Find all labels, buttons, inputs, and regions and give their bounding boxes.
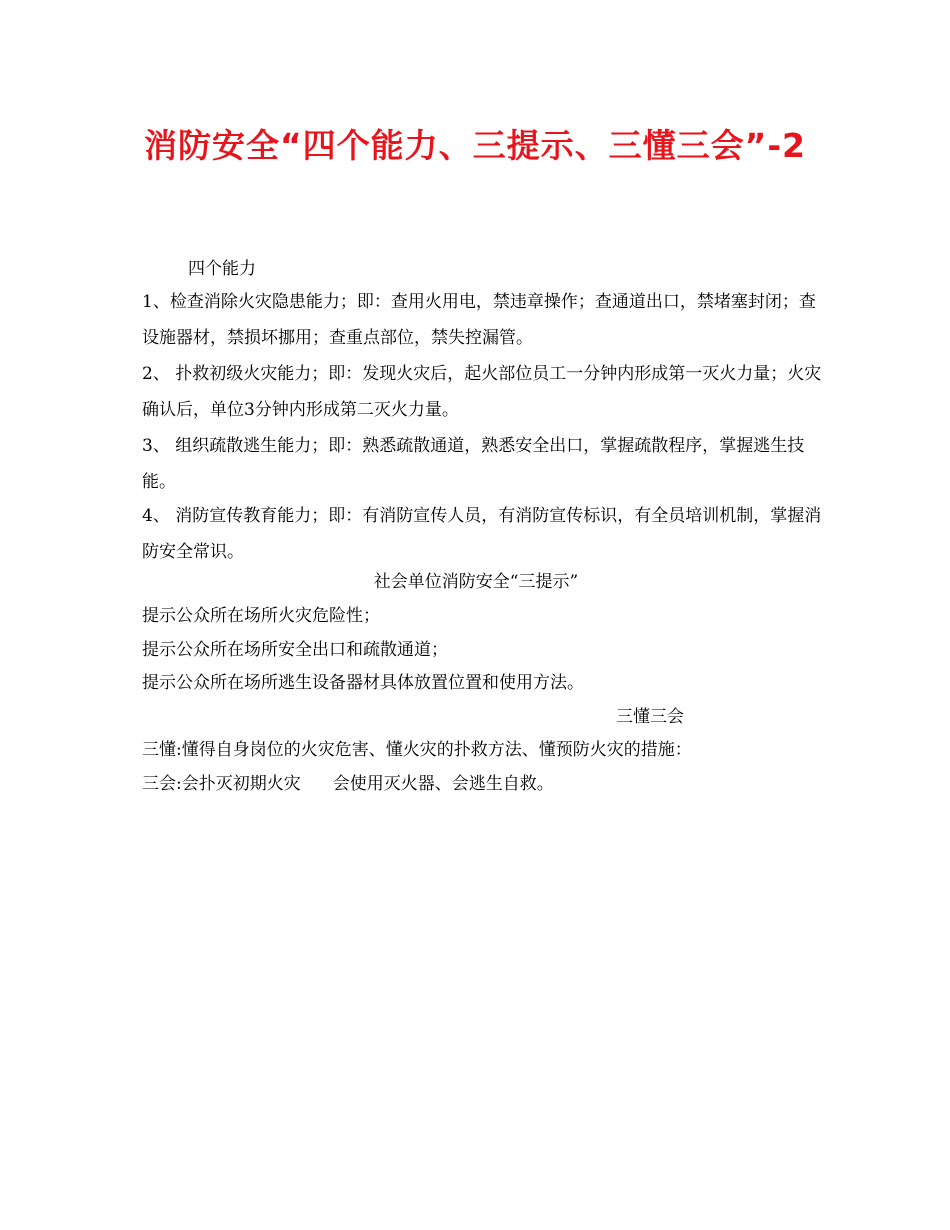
ability-item-2: 2、 扑救初级火灾能力；即：发现火灾后，起火部位员工一分钟内形成第一灭火力量；火灾确认后，单位3分钟内形成第二灭火力量。 bbox=[142, 364, 822, 420]
section-heading-four-abilities: 四个能力 bbox=[188, 259, 256, 279]
section-heading-three-reminders: 社会单位消防安全“三提示” bbox=[373, 572, 579, 592]
reminder-item-2: 提示公众所在场所安全出口和疏散通道； bbox=[142, 640, 448, 660]
ability-item-3: 3、 组织疏散逃生能力；即：熟悉疏散通道，熟悉安全出口，掌握疏散程序，掌握逃生技能。 bbox=[142, 436, 805, 492]
three-cans-line bbox=[142, 772, 554, 796]
reminder-item-1: 提示公众所在场所火灾危险性； bbox=[142, 606, 380, 626]
three-cans-prefix: 三会:会扑灭初期火灾 bbox=[142, 774, 301, 794]
section-heading-three-knows: 三懂三会 bbox=[616, 707, 684, 727]
three-cans-rest: 会使用灭火器、会逃生自救。 bbox=[332, 774, 554, 794]
ability-item-1: 1、检查消除火灾隐患能力；即：查用火用电，禁违章操作；查通道出口，禁堵塞封闭；查设施器材，禁损坏挪用；查重点部位，禁失控漏管。 bbox=[142, 292, 816, 348]
document-title: 消防安全“四个能力、三提示、三懂三会”-2 bbox=[143, 126, 807, 165]
three-knows-line: 三懂:懂得自身岗位的火灾危害、懂火灾的扑救方法、懂预防火灾的措施： bbox=[142, 740, 692, 760]
ability-item-4: 4、 消防宣传教育能力；即：有消防宣传人员，有消防宣传标识，有全员培训机制，掌握消防安全常识。 bbox=[142, 506, 822, 562]
reminder-item-3: 提示公众所在场所逃生设备器材具体放置位置和使用方法。 bbox=[142, 673, 584, 693]
